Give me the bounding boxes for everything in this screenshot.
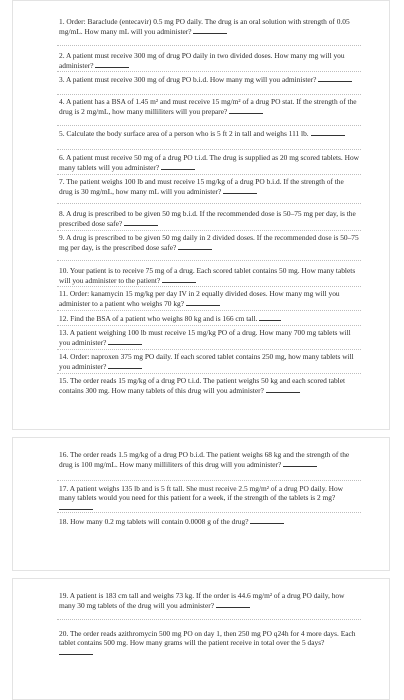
question-6: 6. A patient must receive 50 mg of a drug PO t.i.d. The drug is supplied as 20 mg scored tablets. How many tablets will you administer? xyxy=(59,153,359,173)
question-16: 16. The order reads 1.5 mg/kg of a drug PO b.i.d. The patient weighs 68 kg and the strength of the drug is 100 mg/mL. How many milliliters of this drug will you administer? xyxy=(59,450,350,470)
question-18: 18. How many 0.2 mg tablets will contain 0.0008 g of the drug? xyxy=(59,516,359,526)
worksheet-panel-3 xyxy=(12,578,390,700)
worksheet-panel-1 xyxy=(12,0,390,430)
question-10: 10. Your patient is to receive 75 mg of a drug. Each scored tablet contains 50 mg. How many tablets will you administer to the patient? xyxy=(59,266,356,286)
question-12: 12. Find the BSA of a patient who weighs 80 kg and is 166 cm tall. xyxy=(59,313,359,323)
worksheet-panel-2 xyxy=(12,437,390,571)
question-3: 3. A patient must receive 300 mg of drug PO b.i.d. How many mg will you administer? xyxy=(59,74,359,84)
question-15: 15. The order reads 15 mg/kg of a drug PO t.i.d. The patient weighs 50 kg and each scored tablet contains 300 mg. How many tablets of this drug will you administer? xyxy=(59,376,346,396)
question-13: 13. A patient weighing 100 lb must receive 15 mg/kg PO of a drug. How many 700 mg tablets will you administer? xyxy=(59,328,351,348)
question-20: 20. The order reads azithromycin 500 mg PO on day 1, then 250 mg PO q24h for 4 more days. Each tablet contains 500 mg. How many grams will the patient receive in total over the 5 days? xyxy=(59,629,359,658)
question-8: 8. A drug is prescribed to be given 50 mg b.i.d. If the recommended dose is 50–75 mg per day, is the prescribed dose safe? xyxy=(59,209,356,229)
question-5: 5. Calculate the body surface area of a person who is 5 ft 2 in tall and weighs 111 lb. xyxy=(59,128,359,138)
question-7: 7. The patient weighs 100 lb and must receive 15 mg/kg of a drug PO b.i.d. If the strength of the drug is 30 mg/mL, how many mL will you administer? xyxy=(59,177,344,197)
question-1: 1. Order: Baraclude (entecavir) 0.5 mg PO daily. The drug is an oral solution with strength of 0.05 mg/mL. How many mL will you administer? xyxy=(59,17,350,37)
question-2: 2. A patient must receive 300 mg of drug PO daily in two divided doses. How many mg will you administer? xyxy=(59,51,345,71)
question-19: 19. A patient is 183 cm tall and weighs 73 kg. If the order is 44.6 mg/m² of a drug PO daily, how many 30 mg tablets of the drug will you administer? xyxy=(59,591,345,611)
question-4: 4. A patient has a BSA of 1.45 m² and must receive 15 mg/m² of a drug PO stat. If the strength of the drug is 2 mg/mL, how many milliliters will you prepare? xyxy=(59,97,357,117)
question-14: 14. Order: naproxen 375 mg PO daily. If each scored tablet contains 250 mg, how many tablets will you administer? xyxy=(59,352,354,372)
question-17: 17. A patient weighs 135 lb and is 5 ft tall. She must receive 2.5 mg/m² of a drug PO daily. How many tablets would you need for this patient for a week, if the strength of the tablets is 2 mg? xyxy=(59,484,359,513)
question-11: 11. Order: kanamycin 15 mg/kg per day IV in 2 equally divided doses. How many mg will you administer to a patient who weighs 70 kg? xyxy=(59,289,340,309)
question-9: 9. A drug is prescribed to be given 50 mg daily in 2 divided doses. If the recommended dose is 50–75 mg per day, is the prescribed dose safe? xyxy=(59,233,359,253)
